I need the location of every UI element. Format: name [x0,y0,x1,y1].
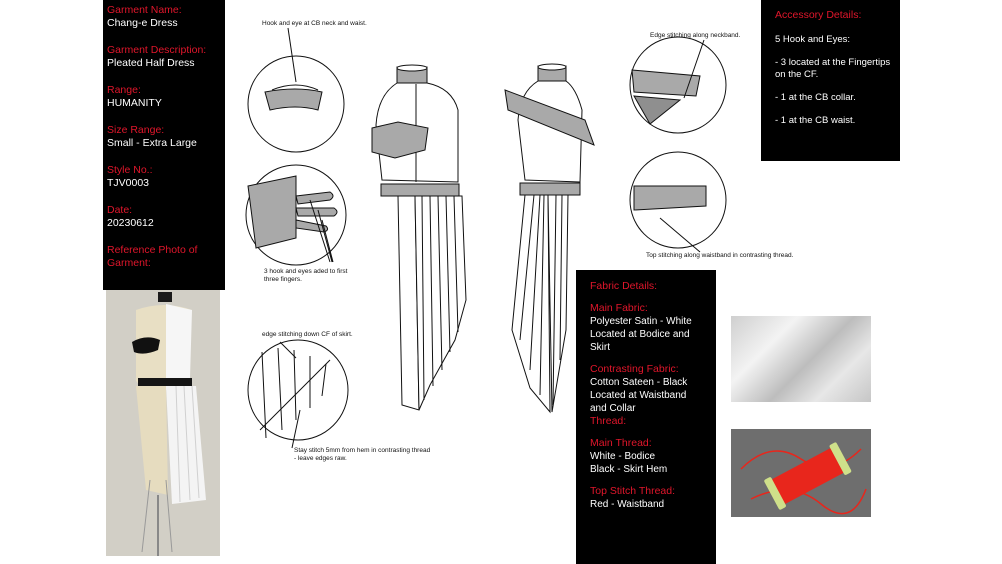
accessory-line: - 1 at the CB collar. [775,92,856,103]
note-hem: Stay stitch 5mm from hem in contrasting thread - leave edges raw. [294,447,431,462]
detail-cf-skirt [248,340,348,448]
garment-description-label: Garment Description: [107,44,207,56]
note-waistband: Top stitching along waistband in contrasting thread. [646,252,794,259]
red-thread-photo [731,429,871,517]
main-thread-line: White - Bodice [590,451,656,462]
detail-neckband [630,37,726,133]
detail-waistband [630,152,726,252]
top-stitch-label: Top Stitch Thread: [590,485,676,497]
detail-collar [248,28,344,152]
date-label: Date: [107,204,133,216]
contrast-fabric-line: Cotton Sateen - Black [590,377,688,388]
fabric-details-panel [576,270,716,564]
size-range-label: Size Range: [107,124,165,136]
contrast-fabric-line: and Collar [590,403,636,414]
main-thread-line: Black - Skirt Hem [590,464,668,475]
main-fabric-label: Main Fabric: [590,302,648,314]
note-fingers: 3 hook and eyes aded to first three fingers. [264,268,348,283]
main-fabric-line: Polyester Satin - White [590,316,692,327]
detail-fingers [246,165,346,265]
contrast-fabric-line: Located at Waistband [590,390,687,401]
size-range-value: Small - Extra Large [107,137,197,149]
top-stitch-value: Red - Waistband [590,499,665,510]
garment-description: Pleated Half Dress [107,57,195,69]
date-value: 20230612 [107,217,154,229]
range-value: HUMANITY [107,97,162,109]
accessory-line: - 3 located at the Fingertips on the CF. [775,57,891,80]
thread-label: Thread: [590,415,627,427]
fabric-title: Fabric Details: [590,280,658,292]
main-thread-label: Main Thread: [590,437,652,449]
note-hook-neck: Hook and eye at CB neck and waist. [262,20,367,27]
style-no-value: TJV0003 [107,177,150,189]
accessory-line: 5 Hook and Eyes: [775,34,850,45]
accessory-title: Accessory Details: [775,9,862,21]
satin-fabric-photo [731,316,871,402]
thread-spool-illustration [731,429,871,517]
accessory-line: - 1 at the CB waist. [775,115,856,126]
reference-photo-label: Reference Photo of Garment: [107,244,198,269]
note-neckband: Edge stitching along neckband. [650,32,741,39]
front-view-drawing [372,65,466,410]
accessory-details-panel [761,0,900,161]
main-fabric-line: Located at Bodice and [590,329,690,340]
main-fabric-line: Skirt [590,342,610,353]
style-no-label: Style No.: [107,164,153,176]
note-cf-skirt: edge stitching down CF of skirt. [262,331,353,338]
range-label: Range: [107,84,141,96]
garment-name-label: Garment Name: [107,4,182,16]
contrast-fabric-label: Contrasting Fabric: [590,363,679,375]
garment-name: Chang-e Dress [107,17,178,29]
